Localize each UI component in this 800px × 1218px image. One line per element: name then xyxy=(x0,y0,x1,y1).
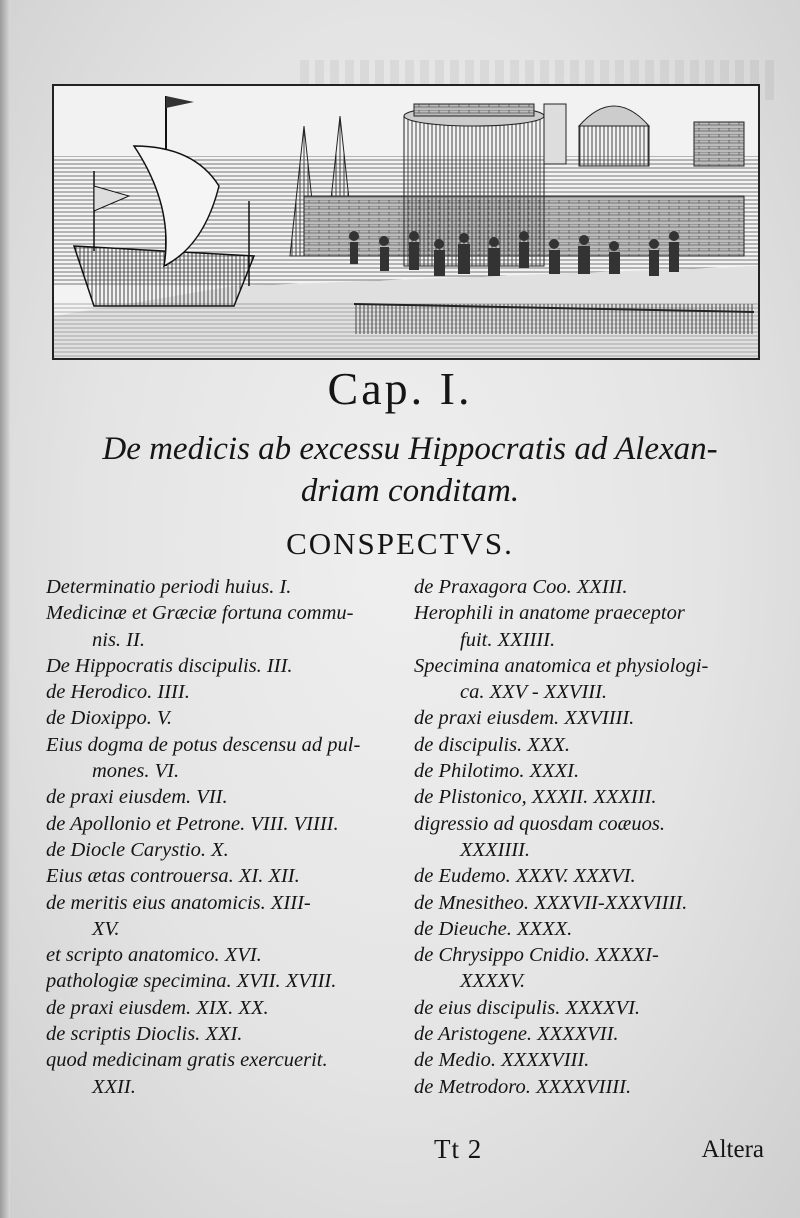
contents-entry: de Herodico. IIII. xyxy=(46,681,190,704)
contents-entry: Herophili in anatome praeceptor xyxy=(414,602,685,625)
contents-entry: de Mnesitheo. XXXVII-XXXVIIII. xyxy=(414,891,688,914)
contents-entry: mones. VI. xyxy=(92,760,180,783)
contents-entry: de Philotimo. XXXI. xyxy=(414,760,580,783)
catchword: Altera xyxy=(701,1136,764,1163)
contents-entry: XXXXV. xyxy=(460,970,526,993)
contents-entry: de Dieuche. XXXX. xyxy=(414,917,573,940)
contents-entry: de Plistonico, XXXII. XXXIII. xyxy=(414,786,657,809)
contents-entry: de praxi eiusdem. XIX. XX. xyxy=(46,996,269,1019)
chapter-subtitle xyxy=(60,428,760,512)
contents-entry: de Metrodoro. XXXXVIIII. xyxy=(414,1075,632,1098)
contents-entry: de Chrysippo Cnidio. XXXXI- xyxy=(414,944,659,967)
contents-entry: digressio ad quosdam coæuos. xyxy=(414,812,665,835)
contents-right-column xyxy=(414,574,766,1100)
subtitle-line: De medicis ab excessu Hippocratis ad Alexan- xyxy=(102,431,718,467)
contents-entry: de discipulis. XXX. xyxy=(414,733,571,756)
contents-entry: nis. II. xyxy=(92,628,145,651)
contents-entry: Determinatio periodi huius. I. xyxy=(46,576,292,598)
quay-fence xyxy=(354,304,754,334)
contents-entry: de Aristogene. XXXXVII. xyxy=(414,1023,619,1046)
contents-entry: de Medio. XXXXVIII. xyxy=(414,1049,590,1072)
contents-entry: Eius dogma de potus descensu ad pul- xyxy=(46,733,361,756)
page-binding-edge xyxy=(0,0,10,1218)
contents-entry: et scripto anatomico. XVI. xyxy=(46,944,262,967)
contents-entry: XV. xyxy=(92,917,120,940)
contents-entry: Medicinæ et Græciæ fortuna commu- xyxy=(46,602,354,625)
contents-entry: de praxi eiusdem. VII. xyxy=(46,786,228,809)
contents-entry: De Hippocratis discipulis. III. xyxy=(46,654,293,677)
contents-entry: de Diocle Carystio. X. xyxy=(46,838,229,861)
contents-entry: XXII. xyxy=(92,1075,136,1098)
harbor-scene-illustration xyxy=(54,86,758,358)
contents-entry: de scriptis Dioclis. XXI. xyxy=(46,1023,243,1046)
contents-entry: quod medicinam gratis exercuerit. xyxy=(46,1049,328,1072)
contents-entry: de meritis eius anatomicis. XIII- xyxy=(46,891,311,914)
contents-entry: de eius discipulis. XXXXVI. xyxy=(414,996,641,1019)
contents-entry: Eius ætas controuersa. XI. XII. xyxy=(46,865,300,888)
contents-entry: de praxi eiusdem. XXVIIII. xyxy=(414,707,635,730)
round-tower xyxy=(404,104,544,266)
contents-entry: pathologiæ specimina. XVII. XVIII. xyxy=(46,970,337,993)
signature-mark: Tt 2 xyxy=(434,1134,483,1164)
chapter-heading: Cap. I. xyxy=(327,363,473,414)
contents-entry: fuit. XXIIII. xyxy=(460,628,556,651)
contents-left-column xyxy=(46,574,392,1100)
section-title: CONSPECTVS. xyxy=(286,526,514,561)
contents-entry: de Praxagora Coo. XXIII. xyxy=(414,576,628,598)
subtitle-line: driam conditam. xyxy=(300,473,520,509)
contents-entry: XXXIIII. xyxy=(460,838,530,861)
engraved-headpiece xyxy=(52,84,760,360)
contents-entry: de Apollonio et Petrone. VIII. VIIII. xyxy=(46,812,339,835)
contents-entry: ca. XXV - XXVIII. xyxy=(460,681,608,704)
contents-entry: de Dioxippo. V. xyxy=(46,707,173,730)
contents-entry: Specimina anatomica et physiologi- xyxy=(414,654,709,677)
contents-entry: de Eudemo. XXXV. XXXVI. xyxy=(414,865,636,888)
